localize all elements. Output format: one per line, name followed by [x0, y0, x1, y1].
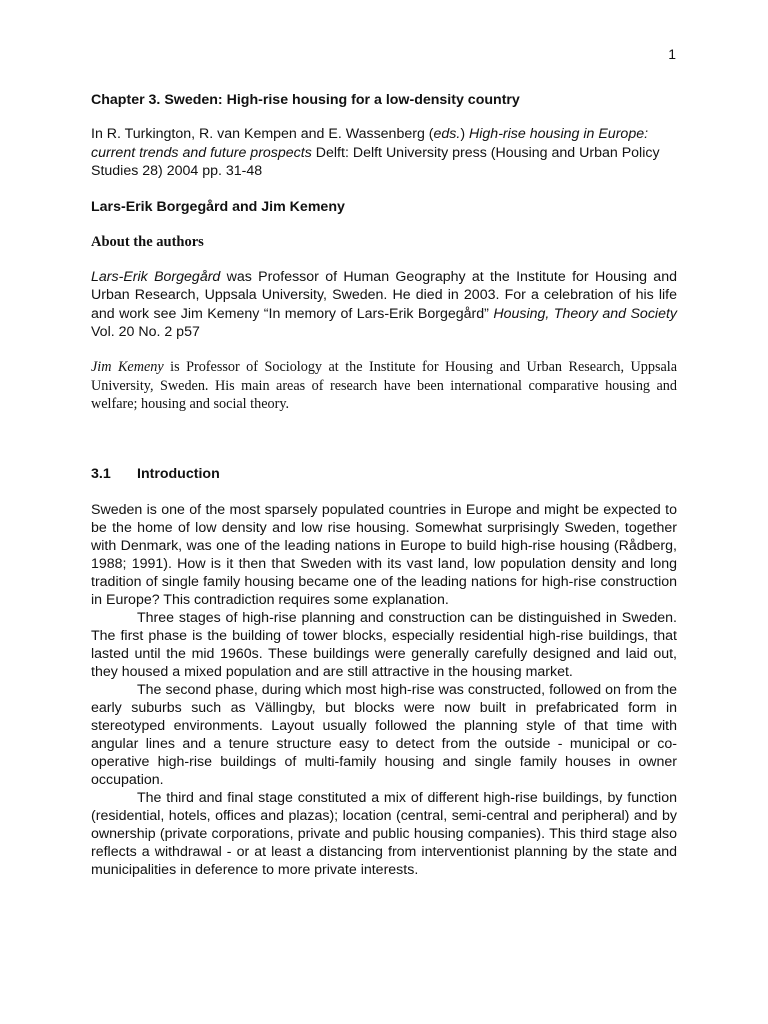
bio1-name: Lars-Erik Borgegård	[91, 269, 221, 285]
citation-mid: )	[460, 126, 470, 142]
citation-book-title: High-rise housing in Europe: current trends and future prospects	[91, 126, 649, 161]
paragraph: Three stages of high-rise planning and construction can be distinguished in Sweden. The first phase is the building of tower blocks, especially residential high-rise buildings, that lasted until the mid 1960s. These buildings were generally carefully designed and laid out, they housed a mixed population and are still attractive in the housing market.	[91, 610, 677, 680]
citation	[91, 125, 677, 181]
section-title: Introduction	[137, 466, 220, 482]
chapter-title: Chapter 3. Sweden: High-rise housing for a low-density country	[91, 92, 520, 108]
bio1-tail: Vol. 20 No. 2 p57	[91, 323, 200, 340]
bio1-text: was Professor of Human Geography at the Institute for Housing and Urban Research, Uppsala University, Sweden. He died in 2003. For a celebration of his life and work see Jim Kemeny “In memory of Lars-Erik Borgegård”	[91, 269, 677, 322]
bio2-text: is Professor of Sociology at the Institute for Housing and Urban Research, Uppsala University, Sweden. His main areas of research have been international comparative housing and welfare; housing and social theory.	[91, 359, 678, 412]
citation-pre: In R. Turkington, R. van Kempen and E. Wassenberg (	[91, 126, 434, 142]
author-bio-kemeny	[91, 358, 677, 414]
author-bio-borgegard	[91, 268, 677, 341]
body-text	[91, 501, 677, 879]
page-number: 1	[668, 46, 676, 62]
section-number: 3.1	[91, 466, 111, 482]
bio2-name: Jim Kemeny	[91, 359, 164, 375]
citation-post: Delft: Delft University press (Housing and Urban Policy Studies 28) 2004 pp. 31-48	[91, 144, 660, 179]
paragraph: The second phase, during which most high-rise was constructed, followed on from the early suburbs such as Vällingby, but blocks were now built in prefabricated form in stereotyped environments. Layout usually followed the planning style of that time with angular lines and a tenure structure easy to detect from the outside - municipal or co-operative high-rise buildings of multi-family housing and single family houses in owner occupation.	[91, 682, 677, 788]
bio1-journal: Housing, Theory and Society	[493, 305, 677, 322]
paragraph: Sweden is one of the most sparsely populated countries in Europe and might be expected to be the home of low density and low rise housing. Somewhat surprisingly Sweden, together with Denmark, was one of the leading nations in Europe to build high-rise housing (Rådberg, 1988; 1991). How is it then that Sweden with its vast land, low population density and long tradition of single family housing became one of the leading nations for high-rise construction in Europe? This contradiction requires some explanation.	[91, 502, 677, 608]
section-heading	[91, 466, 677, 482]
about-heading: About the authors	[91, 234, 204, 250]
citation-eds: eds.	[433, 126, 461, 142]
paragraph: The third and final stage constituted a mix of different high-rise buildings, by function (residential, hotels, offices and plazas); location (central, semi-central and peripheral) and by ownership (private corporations, private and public housing companies). This third stage also reflects a withdrawal - or at least a distancing from interventionist planning by the state and municipalities in deference to more private interests.	[91, 790, 677, 878]
authors-line: Lars-Erik Borgegård and Jim Kemeny	[91, 199, 345, 215]
